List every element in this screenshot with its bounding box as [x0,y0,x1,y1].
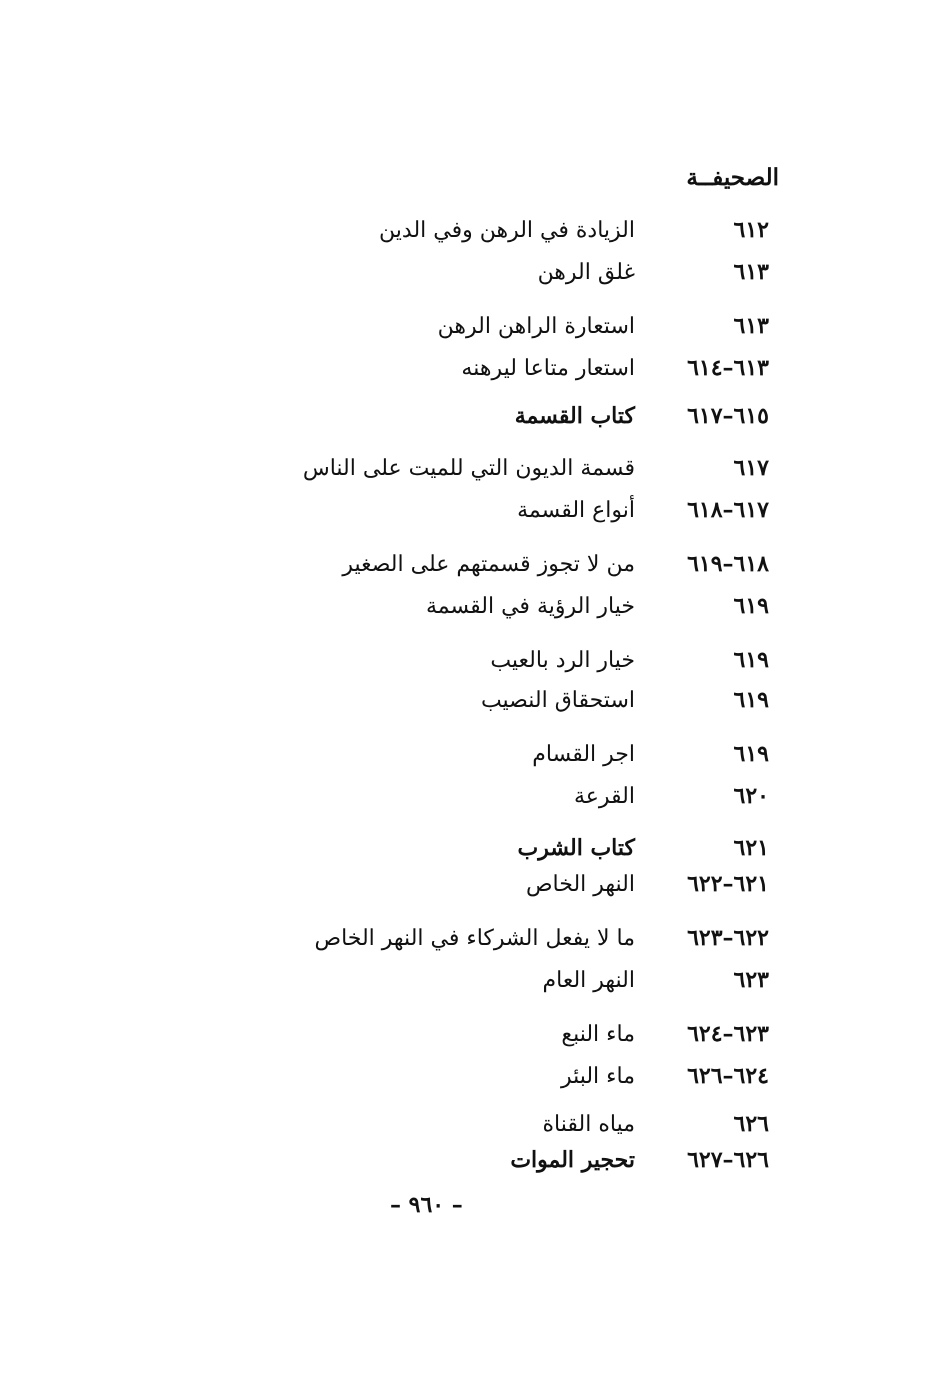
entry-page: ٦١٣ [733,259,769,285]
entry-title: ما لا يفعل الشركاء في النهر الخاص [314,925,635,951]
toc-entry [538,254,769,290]
entry-title: الزيادة في الرهن وفي الدين [379,217,635,243]
toc-entry [543,962,769,998]
entry-title: تحجير الموات [510,1147,635,1173]
entry-title: استعارة الراهن الرهن [437,313,635,339]
entry-title: أنواع القسمة [517,497,635,523]
entry-title: ماء البئر [560,1063,635,1089]
entry-page: ٦١٢ [733,217,769,243]
toc-entry [517,492,769,528]
toc-entry [561,1016,769,1052]
entry-title: النهر العام [542,967,635,993]
page-number: – ٩٦٠ – [390,1192,463,1218]
entry-page: ٦٢٣–٦٢٤ [687,1021,769,1047]
page-column-header: الصحيفــة [686,164,779,191]
toc-entry-section [518,830,769,866]
entry-page: ٦١٨–٦١٩ [687,551,769,577]
toc-entry [426,588,769,624]
entry-title: مياه القناة [542,1111,635,1137]
toc-entry [561,1058,769,1094]
entry-page: ٦١٣ [733,313,769,339]
toc-entry [526,866,769,902]
entry-title: اجر القسام [532,741,635,767]
entry-page: ٦٢٠ [733,783,769,809]
entry-title: غلق الرهن [537,259,635,285]
entry-page: ٦١٧–٦١٨ [687,497,769,523]
entry-page: ٦٢١ [733,835,769,861]
entry-title: ماء النبع [561,1021,635,1047]
entry-page: ٦١٩ [733,593,769,619]
toc-entry [314,920,769,956]
entry-title: استعار متاعا ليرهنه [461,355,635,381]
entry-page: ٦١٩ [733,687,769,713]
toc-entry [510,1142,769,1178]
toc-entry-section [515,398,769,434]
toc-entry [574,778,769,814]
toc-entry [481,682,769,718]
entry-title: خيار الرد بالعيب [490,647,635,673]
entry-title: القرعة [573,783,635,809]
entry-title: قسمة الديون التي للميت على الناس [302,455,635,481]
toc-entry [532,736,769,772]
entry-page: ٦٢٦ [733,1111,769,1137]
toc-entry [342,546,769,582]
entry-title: خيار الرؤية في القسمة [426,593,635,619]
toc-entry [543,1106,769,1142]
toc-entry [490,642,769,678]
entry-title: استحقاق النصيب [480,687,635,713]
entry-page: ٦٢٢–٦٢٣ [687,925,769,951]
entry-title: النهر الخاص [525,871,635,897]
entry-page: ٦٢٤–٦٢٦ [687,1063,769,1089]
entry-page: ٦٢٦–٦٢٧ [687,1147,769,1173]
entry-page: ٦١٩ [733,741,769,767]
toc-entry [379,212,769,248]
entry-page: ٦٢١–٦٢٢ [687,871,769,897]
section-title: كتاب القسمة [514,403,635,429]
entry-page: ٦١٣–٦١٤ [687,355,769,381]
section-title: كتاب الشرب [517,835,635,861]
entry-page: ٦١٧ [733,455,769,481]
toc-entry [303,450,769,486]
toc-entry [461,350,769,386]
entry-title: من لا تجوز قسمتهم على الصغير [342,551,635,577]
entry-page: ٦٢٣ [733,967,769,993]
toc-entry [438,308,769,344]
entry-page: ٦١٩ [733,647,769,673]
entry-page: ٦١٥–٦١٧ [687,403,769,429]
